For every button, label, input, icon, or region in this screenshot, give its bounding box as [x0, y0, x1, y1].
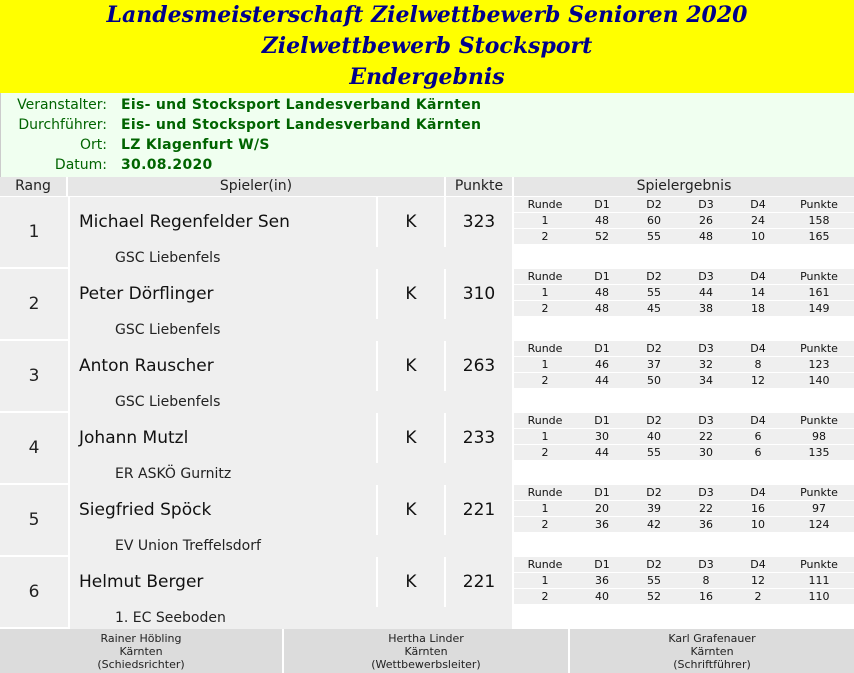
- round-cell: 48: [576, 285, 628, 301]
- round-cell: 55: [628, 445, 680, 461]
- round-cell: 48: [576, 301, 628, 317]
- round-cell: 2: [514, 445, 576, 461]
- round-results: [514, 341, 854, 389]
- round-cell: 2: [514, 301, 576, 317]
- round-cell: 38: [680, 301, 732, 317]
- round-results: [514, 557, 854, 605]
- round-header-cell: D3: [680, 485, 732, 501]
- round-header-cell: Runde: [514, 197, 576, 213]
- event-info: [0, 93, 854, 177]
- round-cell: 32: [680, 357, 732, 373]
- player-club: ER ASKÖ Gurnitz: [70, 463, 512, 485]
- round-cell: 8: [680, 573, 732, 589]
- official-wettbewerbsleiter: [284, 629, 570, 673]
- column-header-spieler: Spieler(in): [68, 177, 446, 196]
- round-cell: 48: [680, 229, 732, 245]
- round-cell: 50: [628, 373, 680, 389]
- info-value: LZ Klagenfurt W/S: [121, 137, 270, 153]
- round-cell: 8: [732, 357, 784, 373]
- round-cell: 46: [576, 357, 628, 373]
- player-total-points: 233: [446, 413, 512, 463]
- round-header-cell: Punkte: [784, 197, 854, 213]
- info-value: Eis- und Stocksport Landesverband Kärnten: [121, 117, 482, 133]
- round-cell: 52: [628, 589, 680, 605]
- player-row: [0, 269, 854, 341]
- official-region: Kärnten: [119, 645, 163, 658]
- round-cell: 2: [514, 229, 576, 245]
- round-cell: 55: [628, 285, 680, 301]
- player-name: Anton Rauscher: [70, 341, 376, 391]
- round-header-cell: D4: [732, 557, 784, 573]
- round-header-row: [514, 341, 854, 357]
- player-total-points: 310: [446, 269, 512, 319]
- round-results: [514, 413, 854, 461]
- round-header-cell: D1: [576, 557, 628, 573]
- round-cell: 1: [514, 573, 576, 589]
- official-role: (Schriftführer): [673, 658, 751, 671]
- info-value: 30.08.2020: [121, 157, 213, 173]
- round-header-row: [514, 269, 854, 285]
- round-cell: 10: [732, 229, 784, 245]
- info-label: Veranstalter:: [17, 97, 107, 113]
- round-header-cell: D3: [680, 557, 732, 573]
- round-cell: 60: [628, 213, 680, 229]
- round-header-cell: Runde: [514, 341, 576, 357]
- official-schiedsrichter: [0, 629, 284, 673]
- round-header-cell: D3: [680, 269, 732, 285]
- round-row: [514, 573, 854, 589]
- round-header-cell: Punkte: [784, 557, 854, 573]
- player-row: [0, 413, 854, 485]
- round-row: [514, 285, 854, 301]
- round-cell: 140: [784, 373, 854, 389]
- round-cell: 2: [514, 589, 576, 605]
- round-cell: 6: [732, 429, 784, 445]
- round-results: [514, 269, 854, 317]
- round-header-cell: D2: [628, 197, 680, 213]
- player-category: K: [378, 197, 444, 247]
- round-header-cell: D1: [576, 413, 628, 429]
- round-header-cell: Punkte: [784, 485, 854, 501]
- round-cell: 26: [680, 213, 732, 229]
- round-cell: 30: [576, 429, 628, 445]
- round-cell: 2: [514, 517, 576, 533]
- round-cell: 55: [628, 573, 680, 589]
- round-header-cell: Punkte: [784, 269, 854, 285]
- player-rang: 3: [0, 341, 68, 411]
- round-cell: 22: [680, 501, 732, 517]
- player-category: K: [378, 557, 444, 607]
- round-cell: 124: [784, 517, 854, 533]
- round-cell: 36: [680, 517, 732, 533]
- round-header-cell: D4: [732, 269, 784, 285]
- player-row: [0, 557, 854, 629]
- round-cell: 22: [680, 429, 732, 445]
- round-header-cell: D2: [628, 269, 680, 285]
- round-cell: 40: [628, 429, 680, 445]
- round-cell: 12: [732, 573, 784, 589]
- round-results: [514, 485, 854, 533]
- round-header-cell: Punkte: [784, 413, 854, 429]
- round-cell: 52: [576, 229, 628, 245]
- round-cell: 1: [514, 429, 576, 445]
- round-cell: 135: [784, 445, 854, 461]
- round-header-cell: D4: [732, 413, 784, 429]
- round-cell: 1: [514, 213, 576, 229]
- round-cell: 42: [628, 517, 680, 533]
- round-cell: 30: [680, 445, 732, 461]
- round-row: [514, 445, 854, 461]
- round-cell: 165: [784, 229, 854, 245]
- title-line-3: Endergebnis: [349, 64, 505, 90]
- player-rang: 5: [0, 485, 68, 555]
- player-rang: 1: [0, 197, 68, 267]
- info-row-veranstalter: [1, 95, 854, 115]
- round-cell: 36: [576, 517, 628, 533]
- player-total-points: 221: [446, 557, 512, 607]
- round-cell: 1: [514, 285, 576, 301]
- round-cell: 44: [680, 285, 732, 301]
- round-cell: 36: [576, 573, 628, 589]
- official-region: Kärnten: [690, 645, 734, 658]
- page-header: [0, 0, 854, 93]
- official-role: (Schiedsrichter): [97, 658, 185, 671]
- round-cell: 45: [628, 301, 680, 317]
- round-cell: 55: [628, 229, 680, 245]
- round-cell: 48: [576, 213, 628, 229]
- round-cell: 2: [732, 589, 784, 605]
- info-row-datum: [1, 155, 854, 175]
- round-header-cell: D4: [732, 485, 784, 501]
- round-results: [514, 197, 854, 245]
- round-cell: 123: [784, 357, 854, 373]
- round-cell: 16: [680, 589, 732, 605]
- round-cell: 37: [628, 357, 680, 373]
- player-row: [0, 197, 854, 269]
- round-header-row: [514, 197, 854, 213]
- round-cell: 12: [732, 373, 784, 389]
- round-row: [514, 229, 854, 245]
- info-row-ort: [1, 135, 854, 155]
- player-club: GSC Liebenfels: [70, 247, 512, 269]
- player-name: Helmut Berger: [70, 557, 376, 607]
- round-row: [514, 301, 854, 317]
- player-name: Johann Mutzl: [70, 413, 376, 463]
- round-header-cell: D4: [732, 341, 784, 357]
- info-label: Ort:: [80, 137, 107, 153]
- round-header-cell: D3: [680, 197, 732, 213]
- round-cell: 111: [784, 573, 854, 589]
- round-header-cell: D1: [576, 197, 628, 213]
- column-header-rang: Rang: [0, 177, 68, 196]
- player-category: K: [378, 269, 444, 319]
- player-total-points: 323: [446, 197, 512, 247]
- round-header-cell: D1: [576, 269, 628, 285]
- round-cell: 97: [784, 501, 854, 517]
- official-name: Rainer Höbling: [100, 632, 182, 645]
- player-club: 1. EC Seeboden: [70, 607, 512, 629]
- player-total-points: 221: [446, 485, 512, 535]
- round-cell: 1: [514, 501, 576, 517]
- info-value: Eis- und Stocksport Landesverband Kärnten: [121, 97, 482, 113]
- player-name: Michael Regenfelder Sen: [70, 197, 376, 247]
- round-header-cell: Runde: [514, 269, 576, 285]
- round-header-cell: D1: [576, 341, 628, 357]
- round-cell: 149: [784, 301, 854, 317]
- player-row: [0, 485, 854, 557]
- official-role: (Wettbewerbsleiter): [371, 658, 481, 671]
- player-name: Siegfried Spöck: [70, 485, 376, 535]
- player-rang: 2: [0, 269, 68, 339]
- round-header-cell: D2: [628, 413, 680, 429]
- player-club: EV Union Treffelsdorf: [70, 535, 512, 557]
- round-header-cell: D3: [680, 341, 732, 357]
- round-cell: 98: [784, 429, 854, 445]
- round-cell: 10: [732, 517, 784, 533]
- round-header-cell: Runde: [514, 413, 576, 429]
- round-cell: 44: [576, 373, 628, 389]
- round-header-cell: D2: [628, 485, 680, 501]
- round-cell: 14: [732, 285, 784, 301]
- round-cell: 161: [784, 285, 854, 301]
- official-name: Karl Grafenauer: [668, 632, 756, 645]
- player-name: Peter Dörflinger: [70, 269, 376, 319]
- player-club: GSC Liebenfels: [70, 319, 512, 341]
- round-header-cell: D2: [628, 341, 680, 357]
- round-header-cell: D3: [680, 413, 732, 429]
- column-header-punkte: Punkte: [446, 177, 514, 196]
- player-rang: 4: [0, 413, 68, 483]
- info-row-durchfuehrer: [1, 115, 854, 135]
- title-line-1: Landesmeisterschaft Zielwettbewerb Senioren 2020: [106, 2, 748, 28]
- round-row: [514, 213, 854, 229]
- round-row: [514, 373, 854, 389]
- round-header-cell: Runde: [514, 557, 576, 573]
- player-total-points: 263: [446, 341, 512, 391]
- round-header-row: [514, 485, 854, 501]
- round-cell: 40: [576, 589, 628, 605]
- round-header-cell: Runde: [514, 485, 576, 501]
- player-club: GSC Liebenfels: [70, 391, 512, 413]
- round-cell: 158: [784, 213, 854, 229]
- round-cell: 16: [732, 501, 784, 517]
- player-category: K: [378, 413, 444, 463]
- round-row: [514, 517, 854, 533]
- official-name: Hertha Linder: [388, 632, 464, 645]
- round-cell: 24: [732, 213, 784, 229]
- column-header-spielergebnis: Spielergebnis: [514, 177, 854, 196]
- round-cell: 44: [576, 445, 628, 461]
- round-row: [514, 501, 854, 517]
- player-category: K: [378, 485, 444, 535]
- round-header-row: [514, 557, 854, 573]
- round-cell: 6: [732, 445, 784, 461]
- round-row: [514, 429, 854, 445]
- round-cell: 34: [680, 373, 732, 389]
- round-cell: 1: [514, 357, 576, 373]
- round-row: [514, 589, 854, 605]
- info-label: Durchführer:: [18, 117, 107, 133]
- round-cell: 110: [784, 589, 854, 605]
- round-header-cell: Punkte: [784, 341, 854, 357]
- round-header-cell: D4: [732, 197, 784, 213]
- title-line-2: Zielwettbewerb Stocksport: [261, 33, 593, 59]
- round-header-cell: D1: [576, 485, 628, 501]
- round-cell: 18: [732, 301, 784, 317]
- round-header-cell: D2: [628, 557, 680, 573]
- round-header-row: [514, 413, 854, 429]
- round-cell: 2: [514, 373, 576, 389]
- round-cell: 20: [576, 501, 628, 517]
- player-category: K: [378, 341, 444, 391]
- round-cell: 39: [628, 501, 680, 517]
- official-schriftfuehrer: [570, 629, 854, 673]
- official-region: Kärnten: [404, 645, 448, 658]
- info-label: Datum:: [54, 157, 107, 173]
- round-row: [514, 357, 854, 373]
- player-row: [0, 341, 854, 413]
- player-rang: 6: [0, 557, 68, 627]
